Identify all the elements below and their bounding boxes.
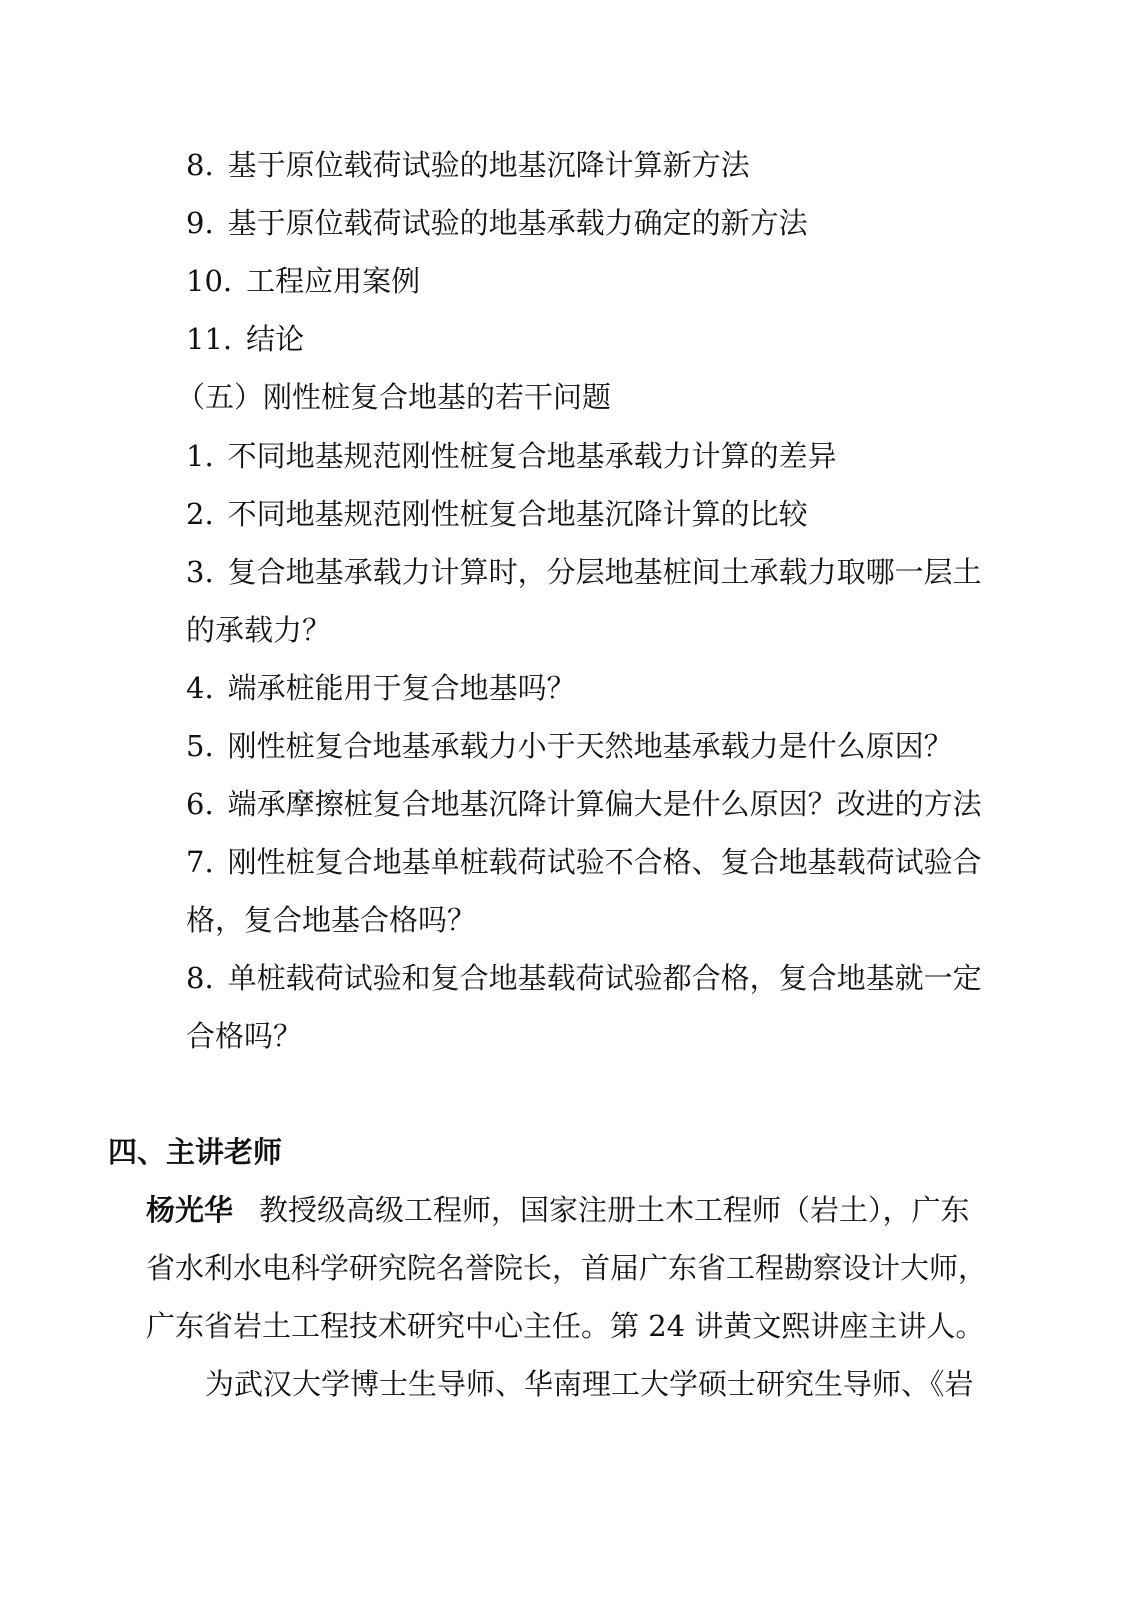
- lecturer-bio-line: [146, 1190, 1011, 1230]
- lecturer-name: 杨光华: [146, 1193, 234, 1227]
- list-item-text: 端承摩擦桩复合地基沉降计算偏大是什么原因？改进的方法: [227, 787, 982, 821]
- lecturer-bio-line: 广东省岩土工程技术研究中心主任。第 24 讲黄文熙讲座主讲人。: [146, 1309, 985, 1343]
- list-item-text: 单桩载荷试验和复合地基载荷试验都合格，复合地基就一定: [227, 961, 982, 995]
- list-item-text: 基于原位载荷试验的地基承载力确定的新方法: [227, 206, 808, 240]
- list-item: [186, 784, 982, 824]
- list-item-number: 5.: [186, 729, 214, 763]
- list-item: [186, 842, 982, 882]
- list-item-text: 刚性桩复合地基单桩载荷试验不合格、复合地基载荷试验合: [227, 845, 982, 879]
- list-item-number: 1.: [186, 439, 214, 473]
- list-item: [186, 494, 808, 534]
- list-item: [186, 668, 576, 708]
- list-item: [186, 436, 837, 476]
- list-item-number: 8.: [186, 148, 214, 182]
- list-item-text: 不同地基规范刚性桩复合地基沉降计算的比较: [227, 497, 808, 531]
- list-item: [186, 145, 750, 185]
- list-item-number: 11.: [186, 322, 233, 356]
- list-item: [186, 958, 982, 998]
- list-item-text: 工程应用案例: [246, 264, 421, 298]
- list-item-text: 刚性桩复合地基承载力小于天然地基承载力是什么原因？: [227, 729, 953, 763]
- list-item-number: 4.: [186, 671, 214, 705]
- list-item: [186, 726, 953, 766]
- list-item: [186, 319, 304, 359]
- list-item-number: 8.: [186, 961, 214, 995]
- list-item-number: 6.: [186, 787, 214, 821]
- list-item-number: 3.: [186, 555, 214, 589]
- list-item: [186, 552, 982, 592]
- list-item-number: 7.: [186, 845, 214, 879]
- list-item-text: 结论: [246, 322, 305, 356]
- list-item-continuation: 格，复合地基合格吗？: [186, 903, 477, 937]
- list-item: [186, 203, 808, 243]
- list-item-continuation: 的承载力？: [186, 613, 332, 647]
- list-item-text: 端承桩能用于复合地基吗？: [227, 671, 576, 705]
- lecturer-bio-text: 教授级高级工程师，国家注册土木工程师（岩土），广东: [259, 1193, 970, 1227]
- lecturer-bio-paragraph: 为武汉大学博士生导师、华南理工大学硕士研究生导师、《岩: [205, 1367, 974, 1401]
- subsection-title: （五）刚性桩复合地基的若干问题: [176, 380, 612, 414]
- list-item-number: 9.: [186, 206, 214, 240]
- list-item-continuation: 合格吗？: [186, 1019, 303, 1053]
- list-item: [186, 261, 420, 301]
- list-item-number: 2.: [186, 497, 214, 531]
- section-heading: 四、主讲老师: [108, 1135, 283, 1169]
- list-item-text: 基于原位载荷试验的地基沉降计算新方法: [227, 148, 750, 182]
- list-item-number: 10.: [186, 264, 233, 298]
- list-item-text: 不同地基规范刚性桩复合地基承载力计算的差异: [227, 439, 837, 473]
- list-item-text: 复合地基承载力计算时，分层地基桩间土承载力取哪一层土: [227, 555, 982, 589]
- lecturer-bio-line: 省水利水电科学研究院名誉院长，首届广东省工程勘察设计大师，: [146, 1251, 988, 1285]
